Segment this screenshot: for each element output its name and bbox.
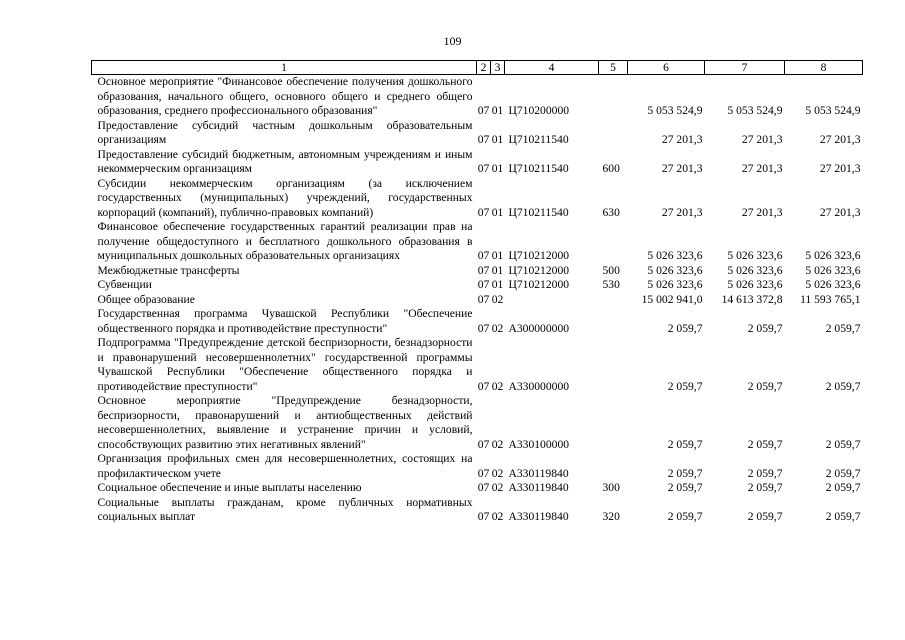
row-name: Основное мероприятие "Предупреждение безнадзорности, беспризорности, правонарушений и антиобщественных действий несовершеннолетних, выявление и устранение причин и условий, способствующих развитию этих негативных явлений" bbox=[97, 394, 473, 451]
row-amount-2: 2 059,7 bbox=[747, 466, 783, 480]
row-amount-1: 27 201,3 bbox=[661, 133, 703, 146]
row-amount-2: 2 059,7 bbox=[747, 481, 783, 494]
row-amount-3: 5 026 323,6 bbox=[805, 249, 861, 262]
row-amount-3: 5 026 323,6 bbox=[805, 278, 861, 291]
row-name: Финансовое обеспечение государственных гарантий реализации прав на получение общедоступного и бесплатного дошкольного образования в муниципальных дошкольных образовательных организациях bbox=[97, 220, 473, 262]
row-amount-1: 5 026 323,6 bbox=[647, 249, 703, 262]
row-expense-type bbox=[599, 75, 628, 119]
row-target-article: Ц710211540 bbox=[508, 133, 569, 146]
row-section: 07 bbox=[477, 162, 490, 175]
table-row bbox=[92, 264, 863, 279]
table-row bbox=[92, 452, 863, 481]
row-subsection: 01 bbox=[491, 263, 504, 277]
row-section: 07 bbox=[477, 205, 490, 219]
row-amount-2: 2 059,7 bbox=[747, 510, 783, 523]
table-row bbox=[92, 496, 863, 525]
row-expense-type: 530 bbox=[602, 278, 620, 291]
row-section: 07 bbox=[477, 437, 490, 451]
row-amount-1: 5 053 524,9 bbox=[647, 104, 703, 117]
column-header: 2 bbox=[477, 61, 491, 75]
row-subsection: 01 bbox=[491, 104, 504, 117]
table-row bbox=[92, 177, 863, 221]
row-subsection: 02 bbox=[491, 510, 504, 523]
row-target-article: А300000000 bbox=[508, 321, 570, 335]
row-name: Социальные выплаты гражданам, кроме публичных нормативных социальных выплат bbox=[97, 495, 473, 523]
column-number-row bbox=[92, 61, 863, 75]
row-subsection: 02 bbox=[491, 292, 504, 306]
row-section: 07 bbox=[477, 321, 490, 335]
row-amount-3: 2 059,7 bbox=[825, 466, 861, 480]
row-amount-1: 27 201,3 bbox=[661, 205, 703, 219]
row-target-article: А330119840 bbox=[508, 481, 569, 494]
row-subsection: 02 bbox=[491, 379, 504, 393]
row-amount-2: 5 026 323,6 bbox=[727, 263, 783, 277]
row-subsection: 02 bbox=[491, 321, 504, 335]
row-name: Подпрограмма "Предупреждение детской беспризорности, безнадзорности и правонарушений несовершеннолетних" государственной программы Чувашской Республики "Обеспечение общественного порядка и противодействие преступности" bbox=[97, 336, 473, 393]
row-amount-1: 2 059,7 bbox=[667, 466, 703, 480]
column-header: 6 bbox=[628, 61, 705, 75]
row-section: 07 bbox=[477, 292, 490, 306]
row-amount-3: 5 026 323,6 bbox=[805, 263, 861, 277]
row-amount-3: 2 059,7 bbox=[825, 481, 861, 494]
table-row bbox=[92, 75, 863, 119]
row-target-article: А330000000 bbox=[508, 379, 570, 393]
row-expense-type: 320 bbox=[602, 510, 620, 523]
row-amount-3: 2 059,7 bbox=[825, 510, 861, 523]
row-name: Основное мероприятие "Финансовое обеспечение получения дошкольного образования, начального общего, основного общего и среднего общего образования, среднего профессионального образования" bbox=[97, 75, 473, 117]
row-amount-3: 27 201,3 bbox=[819, 205, 861, 219]
column-header: 4 bbox=[505, 61, 599, 75]
row-subsection: 01 bbox=[491, 205, 504, 219]
row-section: 07 bbox=[477, 104, 490, 117]
row-amount-2: 2 059,7 bbox=[747, 321, 783, 335]
row-amount-1: 5 026 323,6 bbox=[647, 263, 703, 277]
row-name: Предоставление субсидий частным дошкольным образовательным организациям bbox=[97, 118, 473, 146]
row-amount-3: 5 053 524,9 bbox=[805, 104, 861, 117]
row-amount-2: 27 201,3 bbox=[741, 162, 783, 175]
row-name: Общее образование bbox=[97, 292, 195, 306]
row-target-article: А330100000 bbox=[508, 437, 570, 451]
row-target-article: Ц710212000 bbox=[508, 249, 570, 262]
row-subsection: 01 bbox=[491, 162, 504, 175]
row-amount-3: 27 201,3 bbox=[819, 162, 861, 175]
row-section: 07 bbox=[477, 249, 490, 262]
column-header: 8 bbox=[785, 61, 863, 75]
row-section: 07 bbox=[477, 510, 490, 523]
row-subsection: 02 bbox=[491, 481, 504, 494]
row-amount-2: 5 026 323,6 bbox=[727, 278, 783, 291]
row-amount-2: 5 053 524,9 bbox=[727, 104, 783, 117]
row-section: 07 bbox=[477, 263, 490, 277]
row-amount-3: 11 593 765,1 bbox=[800, 292, 861, 306]
row-subsection: 01 bbox=[491, 249, 504, 262]
row-expense-type: 500 bbox=[602, 263, 620, 277]
table-row bbox=[92, 220, 863, 264]
row-amount-2: 27 201,3 bbox=[741, 133, 783, 146]
budget-table bbox=[91, 60, 863, 525]
row-name: Организация профильных смен для несовершеннолетних, состоящих на профилактическом учете bbox=[97, 452, 473, 480]
row-target-article: Ц710212000 bbox=[508, 263, 570, 277]
row-name: Межбюджетные трансферты bbox=[97, 263, 240, 277]
row-name: Государственная программа Чувашской Республики "Обеспечение общественного порядка и противодействие преступности" bbox=[97, 307, 473, 335]
row-amount-1: 2 059,7 bbox=[667, 379, 703, 393]
row-section: 07 bbox=[477, 133, 490, 146]
row-expense-type: 300 bbox=[602, 481, 620, 494]
row-expense-type bbox=[599, 336, 628, 394]
row-target-article: Ц710200000 bbox=[508, 104, 570, 117]
row-section: 07 bbox=[477, 278, 490, 291]
row-subsection: 01 bbox=[491, 278, 504, 291]
row-amount-1: 5 026 323,6 bbox=[647, 278, 703, 291]
row-expense-type bbox=[599, 452, 628, 481]
row-expense-type bbox=[599, 220, 628, 264]
table-body bbox=[92, 75, 863, 525]
table-row bbox=[92, 119, 863, 148]
row-name: Социальное обеспечение и иные выплаты населению bbox=[97, 481, 362, 494]
row-expense-type bbox=[599, 119, 628, 148]
row-amount-2: 14 613 372,8 bbox=[721, 292, 783, 306]
row-amount-3: 27 201,3 bbox=[819, 133, 861, 146]
row-amount-3: 2 059,7 bbox=[825, 321, 861, 335]
row-amount-2: 5 026 323,6 bbox=[727, 249, 783, 262]
row-subsection: 02 bbox=[491, 466, 504, 480]
page-number: 109 bbox=[443, 34, 462, 48]
row-amount-1: 2 059,7 bbox=[667, 437, 703, 451]
row-target-article: А330119840 bbox=[508, 510, 569, 523]
table-row bbox=[92, 394, 863, 452]
row-subsection: 01 bbox=[491, 133, 504, 146]
row-name: Субвенции bbox=[97, 278, 152, 291]
row-target-article bbox=[505, 293, 599, 308]
row-section: 07 bbox=[477, 481, 490, 494]
table-row bbox=[92, 481, 863, 496]
row-amount-1: 2 059,7 bbox=[667, 321, 703, 335]
table-row bbox=[92, 278, 863, 293]
row-subsection: 02 bbox=[491, 437, 504, 451]
row-name: Предоставление субсидий бюджетным, автономным учреждениям и иным некоммерческим организациям bbox=[97, 147, 473, 175]
row-section: 07 bbox=[477, 466, 490, 480]
row-target-article: Ц710211540 bbox=[508, 205, 569, 219]
row-target-article: Ц710211540 bbox=[508, 162, 569, 175]
row-amount-1: 15 002 941,0 bbox=[641, 292, 703, 306]
row-expense-type: 600 bbox=[602, 162, 620, 175]
row-amount-2: 2 059,7 bbox=[747, 437, 783, 451]
row-amount-1: 2 059,7 bbox=[667, 510, 703, 523]
column-header: 5 bbox=[599, 61, 628, 75]
column-header: 1 bbox=[92, 61, 477, 75]
row-amount-1: 27 201,3 bbox=[661, 162, 703, 175]
row-expense-type bbox=[599, 394, 628, 452]
row-section: 07 bbox=[477, 379, 490, 393]
row-amount-2: 2 059,7 bbox=[747, 379, 783, 393]
row-name: Субсидии некоммерческим организациям (за исключением государственных (муниципальных) учреждений, государственных корпораций (компаний), публично-правовых компаний) bbox=[97, 176, 473, 219]
table-row bbox=[92, 293, 863, 308]
row-amount-1: 2 059,7 bbox=[667, 481, 703, 494]
column-header: 7 bbox=[705, 61, 785, 75]
column-header: 3 bbox=[491, 61, 505, 75]
table-row bbox=[92, 307, 863, 336]
table-row bbox=[92, 336, 863, 394]
table-row bbox=[92, 148, 863, 177]
row-expense-type: 630 bbox=[602, 205, 620, 219]
row-expense-type bbox=[599, 293, 628, 308]
row-expense-type bbox=[599, 307, 628, 336]
row-amount-3: 2 059,7 bbox=[825, 437, 861, 451]
row-target-article: Ц710212000 bbox=[508, 278, 570, 291]
row-amount-2: 27 201,3 bbox=[741, 205, 783, 219]
row-amount-3: 2 059,7 bbox=[825, 379, 861, 393]
row-target-article: А330119840 bbox=[508, 466, 569, 480]
